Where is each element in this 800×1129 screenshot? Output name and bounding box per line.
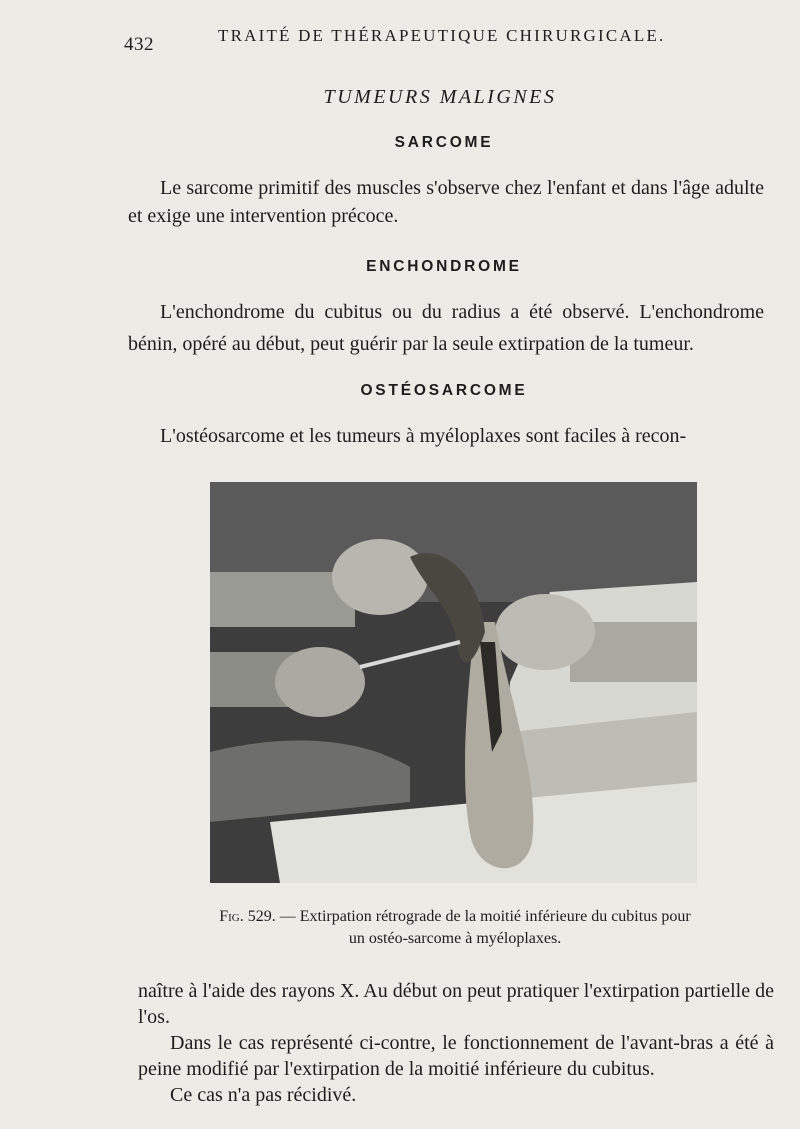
paragraph-sarcome [128,174,764,230]
figure-caption [210,906,700,950]
caption-text: — Extirpation rétrograde de la moitié inférieure du cubitus pour un ostéo-sarcome à myéloplaxes. [279,908,691,947]
paragraph-line: Ce cas n'a pas récidivé. [170,1084,357,1106]
subsection-heading-sarcome: SARCOME [394,134,494,151]
continuation-text [138,978,774,1108]
subsection-heading-enchondrome: ENCHONDROME [366,258,522,275]
paragraph-line: Dans le cas représenté ci-contre, le fonctionnement de l'avant-bras a été à peine modifié par l'extirpation de la moitié inférieure du cubitus. [138,1032,774,1080]
surgical-photograph [210,482,697,883]
paragraph-line: naître à l'aide des rayons X. Au début on peut pratiquer l'extirpation partielle de l'os. [138,980,774,1028]
figure-label: Fig. 529. [219,908,276,925]
running-title: TRAITÉ DE THÉRAPEUTIQUE CHIRURGICALE. [218,26,666,45]
paragraph-text: Le sarcome primitif des muscles s'observe chez l'enfant et dans l'âge adulte et exige une intervention précoce. [128,177,764,227]
subsection-heading-osteosarcome: OSTÉOSARCOME [360,382,528,399]
paragraph-text: L'enchondrome du cubitus ou du radius a été observé. L'enchondrome bénin, opéré au début, peut guérir par la seule extirpation de la tumeur. [128,301,764,355]
paragraph-text: L'ostéosarcome et les tumeurs à myéloplaxes sont faciles à recon- [160,425,687,447]
page-number: 432 [124,34,154,55]
paragraph-enchondrome [128,296,764,360]
paragraph-osteosarcome [128,422,764,450]
section-title: TUMEURS MALIGNES [323,86,557,108]
